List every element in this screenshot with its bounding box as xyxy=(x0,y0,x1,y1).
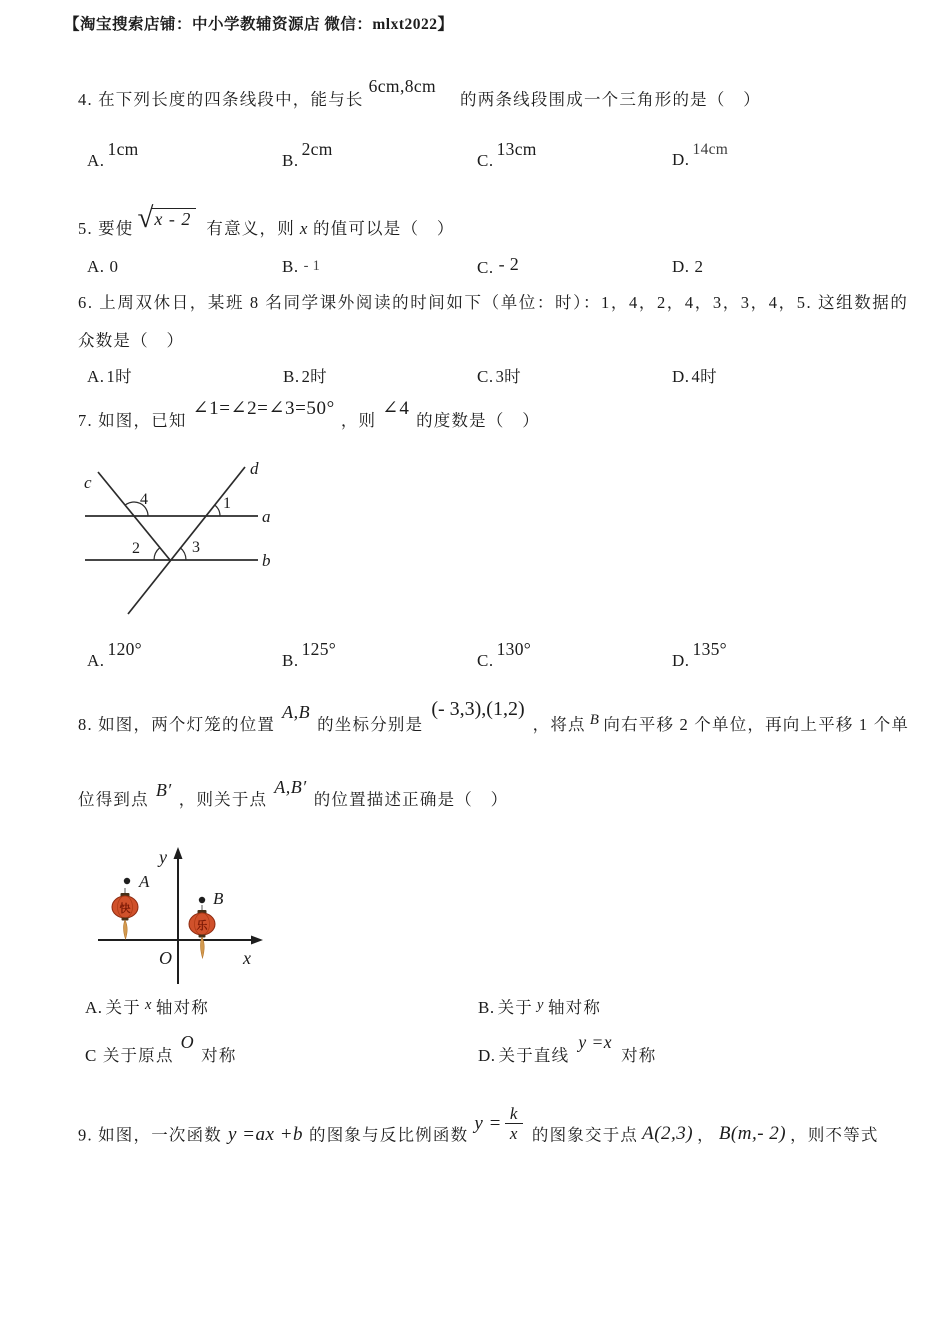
q7-option-d xyxy=(672,639,727,671)
q4-option-b xyxy=(282,139,333,171)
q6-options xyxy=(0,363,950,389)
option-label: D. xyxy=(672,367,690,386)
q9-stem xyxy=(78,1104,879,1155)
q5-options xyxy=(0,254,950,283)
q4-option-a xyxy=(87,139,139,171)
option-label: C xyxy=(85,1046,97,1065)
q8-option-c xyxy=(85,1032,237,1067)
option-label: A. xyxy=(87,367,105,386)
line-b-label: b xyxy=(262,551,271,570)
angle-2-label: 2 xyxy=(132,540,140,557)
q8-points-ab: A,B xyxy=(282,702,311,722)
q5-option-d xyxy=(672,257,703,277)
line-a-label: a xyxy=(262,507,271,526)
option-pre: 关于直线 xyxy=(498,1046,570,1065)
option-label: C. xyxy=(477,151,494,170)
q7-stem-math1: ∠1=∠2=∠3=50° xyxy=(192,398,335,419)
option-label: A. xyxy=(85,998,103,1017)
line-d-label: d xyxy=(250,459,259,478)
option-label: A. xyxy=(87,651,105,670)
option-label: B. xyxy=(282,651,299,670)
q7-options xyxy=(0,639,950,684)
option-value: 2时 xyxy=(301,367,327,386)
q4-stem-suffix: 的两条线段围成一个三角形的是（ ） xyxy=(460,90,761,109)
q9-text3: 的图象交于点 xyxy=(531,1125,639,1145)
option-value: 1时 xyxy=(106,367,132,386)
radicand: x - 2 xyxy=(151,208,196,231)
q8-l1-text3: ，将点 xyxy=(532,715,586,734)
angle-1-arc xyxy=(215,505,220,516)
lantern-b xyxy=(189,905,215,958)
q4-option-d xyxy=(672,141,729,170)
option-value: 14cm xyxy=(692,141,729,158)
option-value: - 2 xyxy=(498,254,519,274)
option-label: D. xyxy=(478,1046,496,1065)
option-pre: 关于 xyxy=(497,998,533,1017)
q8-points-ab-prime: A,B′ xyxy=(274,777,307,797)
x-axis-arrow xyxy=(251,936,263,945)
q5-option-b xyxy=(282,257,320,277)
angle-1-label: 1 xyxy=(223,495,231,512)
q7-option-b xyxy=(282,639,337,671)
option-value: - 1 xyxy=(303,258,321,274)
x-axis-label: x xyxy=(243,948,251,968)
point-a-dot xyxy=(124,878,130,884)
option-label: B. xyxy=(283,367,300,386)
q4-options xyxy=(0,139,950,184)
option-value: 2cm xyxy=(301,139,333,159)
q7-option-c xyxy=(477,639,532,671)
option-pre: 关于原点 xyxy=(102,1046,174,1065)
option-label: C. xyxy=(477,367,494,386)
option-value: 130° xyxy=(496,639,532,659)
q8-l1-text4: 向右平移 2 个单位，再向上平移 1 个单 xyxy=(603,715,910,734)
lantern-tassel xyxy=(124,920,128,939)
q7-stem-suffix: 的度数是（ ） xyxy=(416,411,540,430)
option-post: 轴对称 xyxy=(547,998,602,1017)
option-post: 对称 xyxy=(201,1046,237,1065)
q7-stem-mid: ，则 xyxy=(340,411,377,430)
q5-stem xyxy=(78,202,455,240)
option-value: 13cm xyxy=(496,139,537,159)
transversal-d-line xyxy=(128,467,245,614)
q4-option-c xyxy=(477,139,537,171)
q9-point-a: A(2,3) xyxy=(642,1122,694,1144)
point-b-label: B xyxy=(213,889,224,908)
q8-options-row1 xyxy=(0,997,950,1027)
q9-text1: 9. 如图，一次函数 xyxy=(78,1125,222,1145)
fraction-numerator: k xyxy=(505,1104,523,1124)
option-label: D. xyxy=(672,257,690,276)
q7-figure xyxy=(80,452,280,622)
q9-text2: 的图象与反比例函数 xyxy=(309,1125,469,1145)
option-value: 1cm xyxy=(107,139,139,159)
q6-stem-line1: 6. 上周双休日，某班 8 名同学课外阅读的时间如下（单位：时）：1，4，2，4，3，3，4，5. 这组数据的 xyxy=(78,293,909,312)
q5-stem-mid: 有意义，则 xyxy=(206,219,295,238)
angle-3-label: 3 xyxy=(192,539,200,556)
q9-point-b: B(m,- 2) xyxy=(718,1122,787,1144)
q8-stem-line2 xyxy=(78,777,509,811)
sqrt-expression xyxy=(138,203,197,233)
q8-option-a xyxy=(85,997,209,1020)
option-value: 120° xyxy=(107,639,142,659)
option-math: O xyxy=(180,1032,195,1052)
radical-sign: √ xyxy=(137,202,154,234)
q8-coords: (- 3,3),(1,2) xyxy=(431,698,525,720)
q5-stem-prefix: 5. 要使 xyxy=(78,219,134,238)
option-value: 0 xyxy=(109,257,119,276)
q7-stem-math2: ∠4 xyxy=(382,398,411,419)
q8-l1-text1: 8. 如图，两个灯笼的位置 xyxy=(78,715,276,734)
option-label: C. xyxy=(477,651,494,670)
q8-option-d xyxy=(478,1032,657,1067)
line-c-label: c xyxy=(84,473,92,492)
q8-stem-line1 xyxy=(78,698,910,737)
angle-2-arc xyxy=(154,548,160,560)
q8-option-b xyxy=(478,997,601,1020)
option-label: D. xyxy=(672,651,690,670)
option-label: A. xyxy=(87,151,105,170)
y-axis-arrow xyxy=(174,847,183,859)
option-label: A. xyxy=(87,257,105,276)
point-b-dot xyxy=(199,897,205,903)
q9-text4: ，则不等式 xyxy=(790,1125,879,1145)
option-label: D. xyxy=(672,150,690,169)
q9-reciprocal-function xyxy=(474,1104,523,1143)
y-axis-label: y xyxy=(159,847,167,867)
q9-frac-prefix: y = xyxy=(474,1112,502,1134)
q6-option-a xyxy=(87,363,132,387)
lantern-b-character: 乐 xyxy=(196,920,208,932)
option-label: B. xyxy=(282,151,299,170)
option-value: 2 xyxy=(694,257,704,276)
angle-3-arc xyxy=(180,548,186,561)
option-math: y xyxy=(537,997,544,1013)
lantern-a xyxy=(112,888,138,939)
q5-option-a xyxy=(87,257,118,277)
q5-stem-suffix: 的值可以是（ ） xyxy=(312,219,455,238)
option-value: 135° xyxy=(692,639,727,659)
option-label: B. xyxy=(282,257,299,276)
option-math: x xyxy=(144,997,152,1013)
q4-stem-math: 6cm,8cm xyxy=(368,76,437,96)
option-post: 对称 xyxy=(621,1046,657,1065)
q7-option-a xyxy=(87,639,142,671)
q4-stem-prefix: 4. 在下列长度的四条线段中，能与长 xyxy=(78,90,364,109)
fraction-denominator: x xyxy=(509,1124,518,1143)
q5-var-x: x xyxy=(299,219,308,238)
option-math: y =x xyxy=(578,1032,613,1052)
q6-stem-line2: 众数是（ ） xyxy=(78,331,185,350)
fraction xyxy=(505,1104,523,1143)
q7-stem xyxy=(78,398,540,432)
q6-option-c xyxy=(477,363,521,387)
q8-l2-text3: 的位置描述正确是（ ） xyxy=(313,790,509,809)
q8-options-row2 xyxy=(0,1032,950,1084)
q8-figure xyxy=(93,842,283,997)
q8-l1-text2: 的坐标分别是 xyxy=(317,715,424,734)
point-a-label: A xyxy=(139,872,150,891)
page-header: 【淘宝搜索店铺：中小学教辅资源店 微信：mlxt2022】 xyxy=(64,16,454,33)
option-value: 4时 xyxy=(691,367,717,386)
angle-4-label: 4 xyxy=(140,491,148,508)
q6-option-d xyxy=(672,363,717,387)
q9-comma: ， xyxy=(697,1125,715,1145)
q8-point-b-prime: B′ xyxy=(155,780,172,800)
option-post: 轴对称 xyxy=(155,998,209,1017)
q8-l2-text1: 位得到点 xyxy=(78,790,149,809)
origin-label: O xyxy=(159,948,172,968)
q8-l2-text2: ，则关于点 xyxy=(178,790,268,809)
option-label: B. xyxy=(478,998,495,1017)
q9-linear-function: y =ax +b xyxy=(228,1123,304,1145)
option-value: 3时 xyxy=(495,367,521,386)
lantern-a-character: 快 xyxy=(119,903,131,915)
option-label: C. xyxy=(477,258,494,277)
q6-option-b xyxy=(283,363,327,387)
q4-stem xyxy=(78,76,761,111)
option-value: 125° xyxy=(301,639,337,659)
q8-point-b: B xyxy=(589,712,600,728)
option-pre: 关于 xyxy=(105,998,141,1017)
q5-option-c xyxy=(477,254,519,278)
q7-stem-prefix: 7. 如图，已知 xyxy=(78,411,187,430)
